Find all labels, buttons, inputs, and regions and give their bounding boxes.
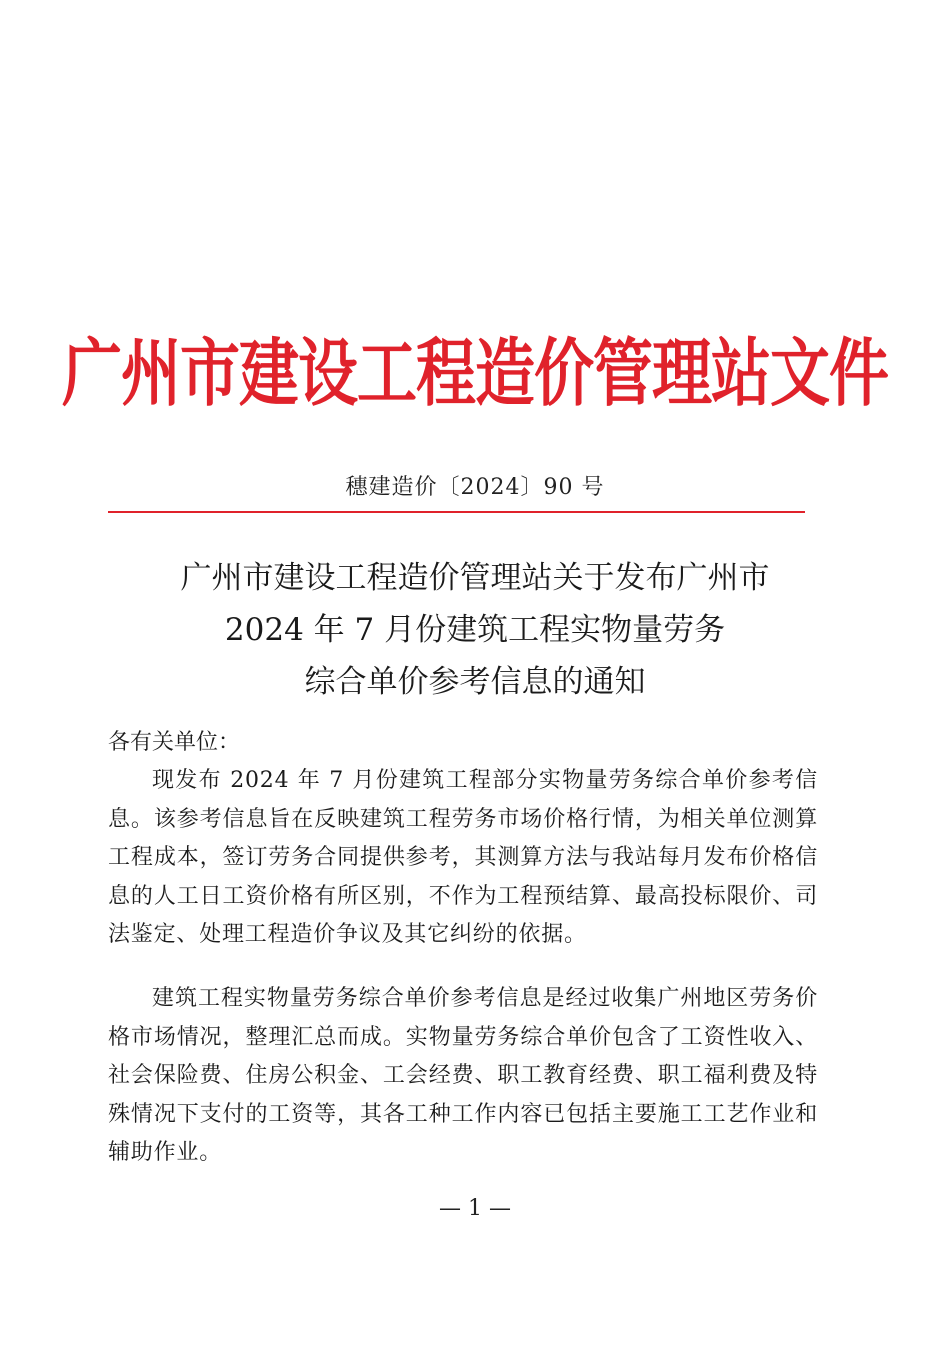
- page-number: — 1 —: [439, 1196, 511, 1221]
- document-number: 穗建造价〔2024〕90 号: [345, 475, 605, 500]
- body-paragraph-2: [108, 980, 818, 1173]
- paragraph-text: 现发布 2024 年 7 月份建筑工程部分实物量劳务综合单价参考信息。该参考信息旨在反映建筑工程劳务市场价格行情，为相关单位测算工程成本，签订劳务合同提供参考，其测算方法与我站每月发布价格信息的人工日工资价格有所区别，不作为工程预结算、最高投标限价、司法鉴定、处理工程造价争议及其它纠纷的依据。: [108, 768, 818, 947]
- document-title: [0, 552, 950, 708]
- body-paragraph-1: [108, 762, 818, 955]
- salutation: 各有关单位：: [108, 730, 241, 755]
- paragraph-text: 建筑工程实物量劳务综合单价参考信息是经过收集广州地区劳务价格市场情况，整理汇总而成。实物量劳务综合单价包含了工资性收入、社会保险费、住房公积金、工会经费、职工教育经费、职工福利费及特殊情况下支付的工资等，其各工种工作内容已包括主要施工工艺作业和辅助作业。: [108, 986, 818, 1165]
- red-divider-line: [108, 511, 805, 513]
- title-line-1: 广州市建设工程造价管理站关于发布广州市: [180, 560, 770, 596]
- title-line-2: 2024 年 7 月份建筑工程实物量劳务: [224, 612, 726, 648]
- masthead-title: 广州市建设工程造价管理站文件: [62, 331, 888, 417]
- title-line-3: 综合单价参考信息的通知: [304, 664, 646, 700]
